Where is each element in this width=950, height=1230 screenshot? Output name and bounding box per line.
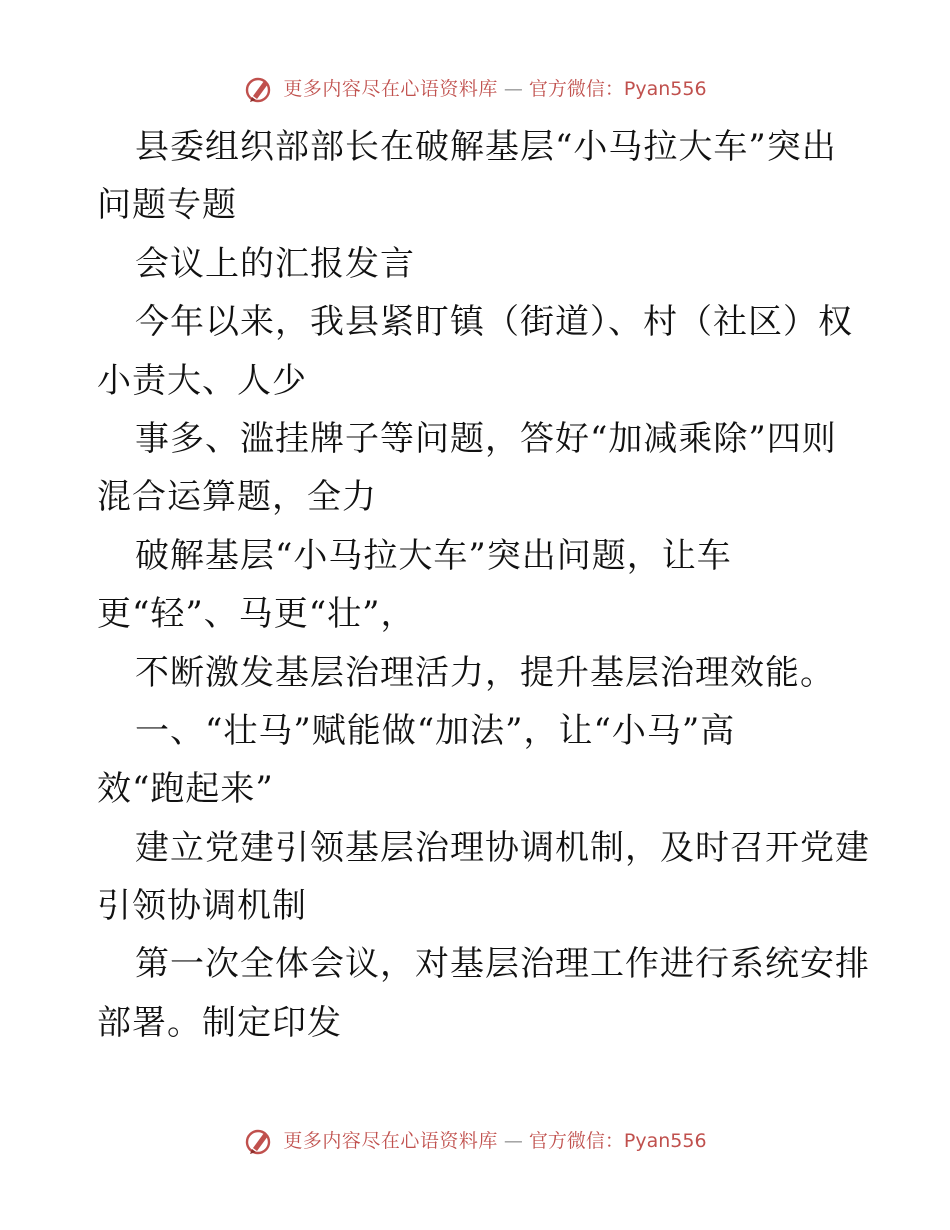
body-line: 小责大、人少 <box>97 360 307 401</box>
body-line: 建立党建引领基层治理协调机制，及时召开党建 <box>135 827 870 868</box>
pen-nib-icon <box>243 1126 277 1156</box>
watermark-wechat: 官方微信：Pyan556 <box>528 78 707 100</box>
body-line: 混合运算题，全力 <box>97 477 377 518</box>
body-line: 事多、滥挂牌子等问题，答好“加减乘除”四则 <box>135 418 837 459</box>
body-line: 县委组织部部长在破解基层“小马拉大车”突出 <box>135 127 837 167</box>
body-line: 第一次全体会议，对基层治理工作进行系统安排 <box>135 944 870 985</box>
document-body <box>97 118 870 1052</box>
body-line: 今年以来，我县紧盯镇（街道）、村（社区）权 <box>135 302 853 343</box>
watermark-text: 更多内容尽在心语资料库 <box>283 78 498 100</box>
section-heading: 效“跑起来” <box>97 769 274 810</box>
footer-watermark <box>0 1126 950 1156</box>
body-line: 引领协调机制 <box>97 886 307 927</box>
header-watermark <box>0 74 950 104</box>
watermark-wechat: 官方微信：Pyan556 <box>528 1130 707 1152</box>
pen-nib-icon <box>243 74 277 104</box>
body-line: 会议上的汇报发言 <box>135 243 415 284</box>
section-heading: 一、“壮马”赋能做“加法”，让“小马”高 <box>135 710 736 751</box>
watermark-separator: — <box>503 78 523 100</box>
watermark-text: 更多内容尽在心语资料库 <box>283 1130 498 1152</box>
body-line: 问题专题 <box>97 185 237 226</box>
watermark-separator: — <box>503 1130 523 1152</box>
body-line: 破解基层“小马拉大车”突出问题，让车 <box>135 535 732 576</box>
body-line: 部署。制定印发 <box>97 1002 342 1043</box>
body-line: 不断激发基层治理活力，提升基层治理效能。 <box>135 652 835 693</box>
body-line: 更“轻”、马更“壮”， <box>97 594 416 635</box>
